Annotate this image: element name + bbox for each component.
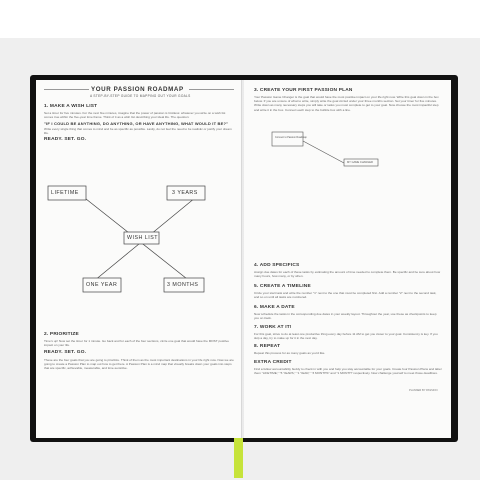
section-1-text: Set a timer for five minutes. For the next five minutes, imagine that the power of passion is limitless: whatever you write on a wish list comes true within the five-year time frame. Think of it as a wish list describing your ideal life. The question:	[44, 111, 226, 120]
section-5-heading: 5. CREATE A TIMELINE	[254, 284, 311, 289]
ready-set-go-1: READY. SET. GO.	[44, 137, 87, 142]
page-title: YOUR PASSION ROADMAP	[91, 86, 184, 93]
top-background-band	[0, 0, 480, 38]
lifetime-box: LIFETIME	[51, 190, 79, 196]
three-years-box: 3 YEARS	[172, 190, 198, 196]
section-8-text: Repeat this process for as many goals as you'd like.	[254, 351, 326, 355]
section-8-heading: 8. REPEAT	[254, 344, 281, 349]
roadmap-connector-box: Connect to Passion Roadmap	[275, 136, 307, 139]
section-1-question: "IF I COULD BE ANYTHING, DO ANYTHING, OR HAVE ANYTHING, WHAT WOULD IT BE?"	[44, 121, 229, 126]
page-subtitle: A STEP-BY-STEP GUIDE TO MAPPING OUT YOUR GOALS	[90, 94, 191, 98]
section-4-heading: 4. ADD SPECIFICS	[254, 263, 300, 268]
bookmark-ribbon	[234, 438, 243, 478]
passion-plan-diagram	[244, 80, 451, 438]
one-year-box: ONE YEAR	[86, 282, 118, 288]
section-2-text: Time's up! Now set the timer for 1 minute. Go back and for each of the four sections, circle one goal that would have the MOST positive impact on your life.	[44, 339, 229, 348]
section-1-text-2: Write every single thing that comes to mind and be as specific as possible. Lastly, do not feel the need to be realistic or justify your dream life.	[44, 127, 232, 136]
section-6-text: Now schedule the tasks in the corresponding due dates in your weekly layout. Throughout the year, use these as checkpoints to keep you on track.	[254, 312, 437, 321]
wish-list-box: WISH LIST	[127, 235, 158, 241]
wish-list-diagram	[36, 80, 242, 438]
section-5-text: Circle your start task and write the number "1" next to the one that must be completed first. Add a number "2" next to the second task, and so on until all tasks are numbered.	[254, 291, 437, 300]
extra-credit-text: Find a fellow accountability buddy to check in with you and help you stay accountable for your goals. Create four Passion Plans and label them "LIFETIME," "5 YEARS," "1 YEAR," "3 MONTHS" and "1 MONTH" respectively. Now challenge yourself to meet those deadlines.	[254, 367, 442, 376]
section-2-text-2: These are the four goals that you are going to prioritize. Think of them as the most important destinations in your life right now. Now we are going to create a Passion Plan to map out how to get there. A Passion Plan is a mind map that visually breaks down your goals into steps that are specific, achievable, measurable, and time-sensitive.	[44, 358, 234, 371]
page-footer: PLANNER BY PASSION	[409, 389, 438, 392]
right-page	[244, 80, 451, 438]
section-7-heading: 7. WORK AT IT!	[254, 325, 292, 330]
section-7-text: For this goal, strive to do at least one productive thing every day before 11 AM to get you closer to your goal. Consistency is key. If you skip a day, try to make up for it in the next day.	[254, 332, 438, 341]
three-months-box: 3 MONTHS	[167, 282, 199, 288]
game-changer-box: MY GAME CHANGER	[347, 161, 373, 164]
section-6-heading: 6. MAKE A DATE	[254, 305, 295, 310]
ready-set-go-2: READY. SET. GO.	[44, 350, 87, 355]
section-2-heading: 2. PRIORITIZE	[44, 332, 79, 337]
left-page	[36, 80, 242, 438]
section-3-text: Your Passion Game Changer is the goal that would have the most positive impact on your life right now. Write this goal down in the box below. If you are unsure of what to write, simply write the goal circled under your three months section. Set your timer for five minutes. Write down as many necessary steps you will take or tasks you must complete to get to your goal. Now choose the most impactful step and write it in the box. Connect each step to the bubble box with a line.	[254, 95, 439, 112]
section-4-text: Assign due dates for each of these tasks by estimating the amount of time needed to complete them. Be specific and be sure about how many hours, how many, or by when.	[254, 270, 441, 279]
extra-credit-heading: EXTRA CREDIT	[254, 360, 292, 365]
section-3-heading: 3. CREATE YOUR FIRST PASSION PLAN	[254, 88, 353, 93]
section-1-heading: 1. MAKE A WISH LIST	[44, 104, 98, 109]
